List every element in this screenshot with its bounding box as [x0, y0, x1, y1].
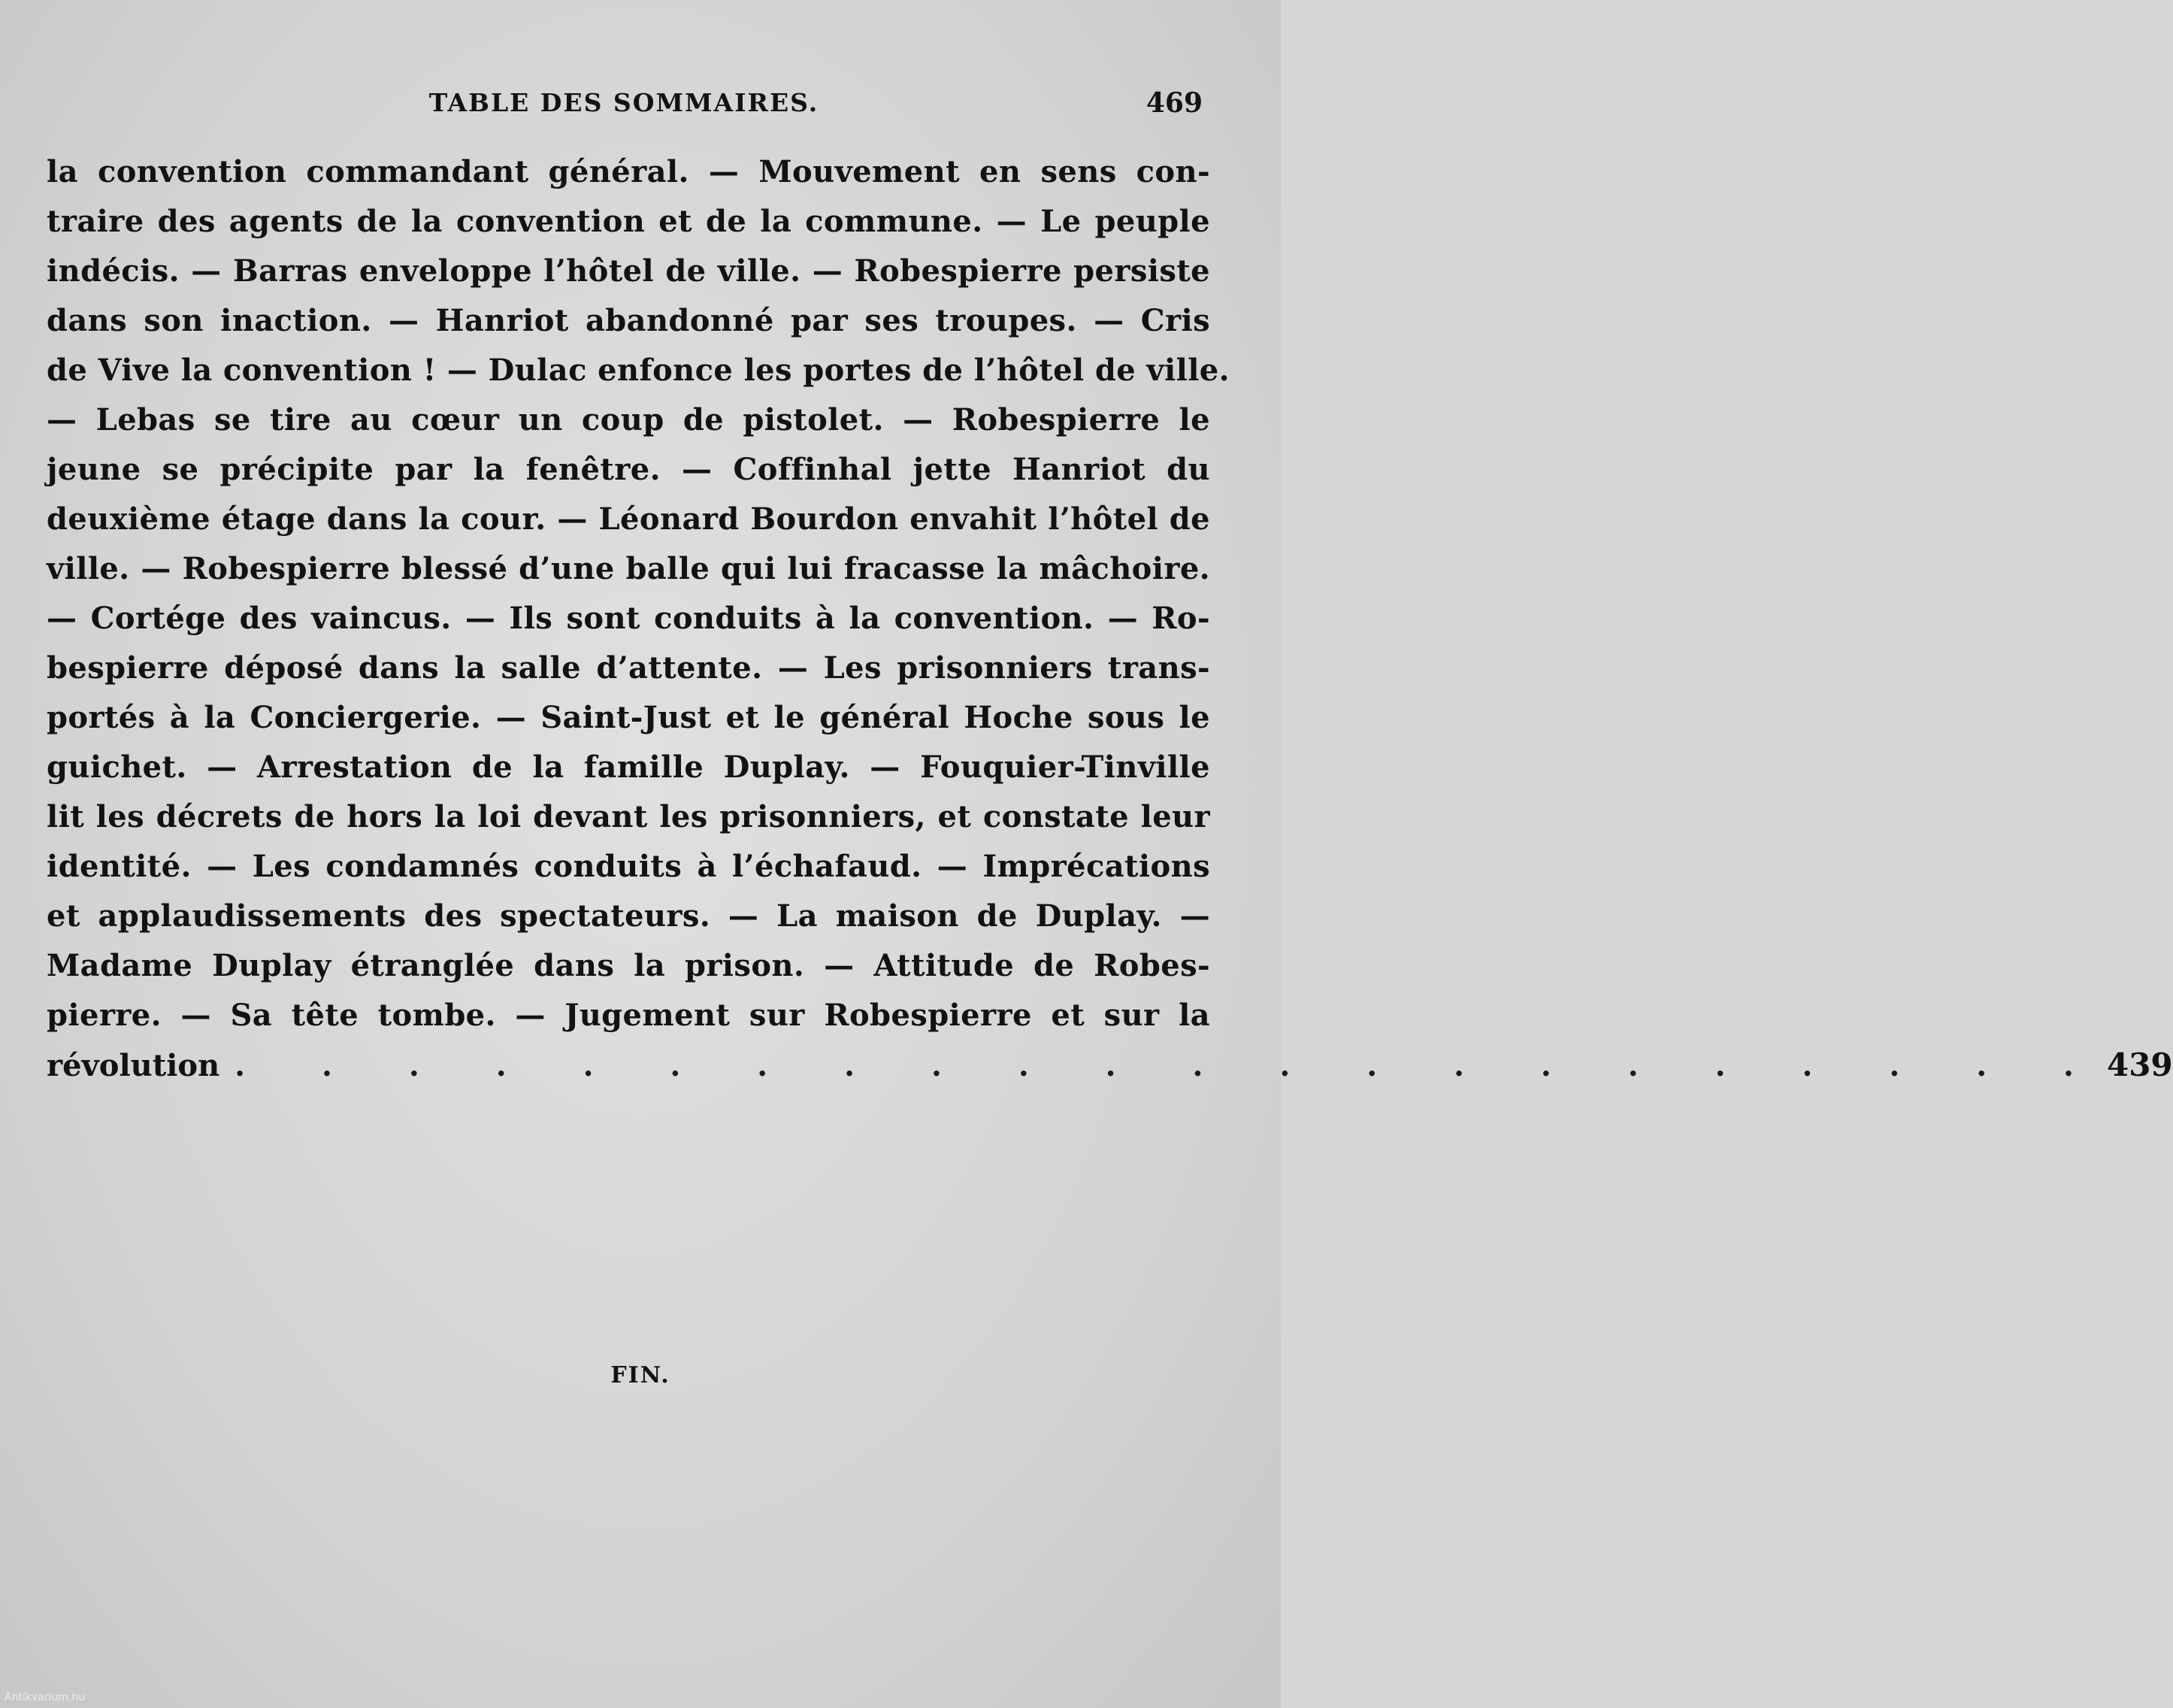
- dot-leader: . . . . . . . . . . . . . . . . . . . . . .: [235, 1048, 2107, 1083]
- text-line: identité. — Les condamnés conduits à l’échafaud. — Imprécations: [47, 849, 1210, 884]
- text-line: — Lebas se tire au cœur un coup de pistolet. — Robespierre le: [47, 402, 1210, 438]
- toc-page-ref: 439: [2106, 1046, 2173, 1083]
- watermark: Antikvarium.hu: [5, 1691, 86, 1703]
- text-line: portés à la Conciergerie. — Saint-Just et le général Hoche sous le: [47, 700, 1210, 735]
- fin-mark: FIN.: [610, 1362, 670, 1389]
- text-line: la convention commandant général. — Mouvement en sens con-: [47, 154, 1210, 189]
- text-line: Madame Duplay étranglée dans la prison. — Attitude de Robes-: [47, 948, 1210, 983]
- text-line: bespierre déposé dans la salle d’attente. — Les prisonniers trans-: [47, 650, 1210, 686]
- text-line: jeune se précipite par la fenêtre. — Coffinhal jette Hanriot du: [47, 452, 1210, 487]
- running-head-title: TABLE DES SOMMAIRES.: [428, 88, 819, 117]
- running-head: [45, 84, 1203, 122]
- toc-final-line: [47, 1040, 2173, 1090]
- text-line: deuxième étage dans la cour. — Léonard Bourdon envahit l’hôtel de: [47, 501, 1210, 537]
- text-line: traire des agents de la convention et de la commune. — Le peuple: [47, 204, 1210, 239]
- text-line: pierre. — Sa tête tombe. — Jugement sur Robespierre et sur la: [47, 998, 1210, 1033]
- text-line: dans son inaction. — Hanriot abandonné par ses troupes. — Cris: [47, 303, 1210, 338]
- text-line: guichet. — Arrestation de la famille Duplay. — Fouquier-Tinville: [47, 750, 1210, 785]
- text-line: lit les décrets de hors la loi devant les prisonniers, et constate leur: [47, 799, 1210, 834]
- text-line: de Vive la convention ! — Dulac enfonce les portes de l’hôtel de ville.: [47, 353, 1230, 388]
- text-line: indécis. — Barras enveloppe l’hôtel de ville. — Robespierre persiste: [47, 253, 1210, 289]
- text-line: et applaudissements des spectateurs. — La maison de Duplay. —: [47, 898, 1210, 934]
- text-line: ville. — Robespierre blessé d’une balle qui lui fracasse la mâchoire.: [47, 551, 1210, 586]
- summary-paragraph: [47, 147, 2173, 1090]
- text-line: — Cortége des vaincus. — Ils sont conduits à la convention. — Ro-: [47, 601, 1210, 636]
- toc-entry-text: révolution: [47, 1048, 220, 1083]
- page-number: 469: [1146, 87, 1203, 119]
